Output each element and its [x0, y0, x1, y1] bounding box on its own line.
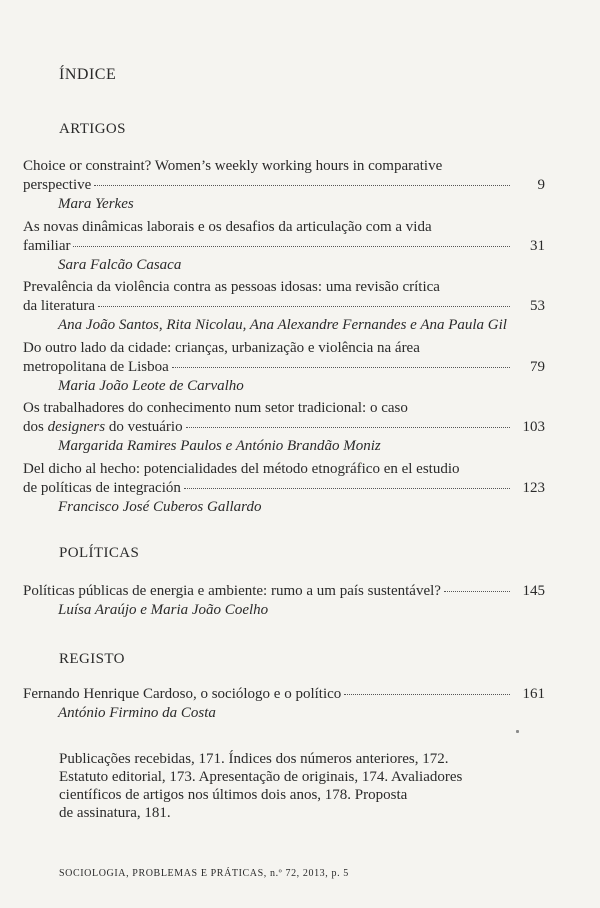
- entry-title-line: Del dicho al hecho: potencialidades del método etnográfico en el estudio: [23, 461, 460, 477]
- entry-title-leader-line: [23, 176, 545, 195]
- notes-paragraph: [59, 750, 489, 822]
- section-heading-politicas: POLÍTICAS: [59, 545, 140, 561]
- page-number: 31: [530, 238, 545, 254]
- entry-title-end: [23, 418, 183, 437]
- section-heading-artigos: ARTIGOS: [59, 121, 126, 137]
- dot-leader: [98, 305, 510, 307]
- index-heading: ÍNDICE: [59, 66, 117, 83]
- entry-title-leader-line: [23, 358, 545, 377]
- entry-author: Luísa Araújo e Maria João Coelho: [58, 602, 269, 618]
- entry-title-end: metropolitana de Lisboa: [23, 359, 169, 375]
- entry-title-pre: dos: [23, 419, 48, 435]
- toc-entry[interactable]: [23, 218, 545, 275]
- notes-line: de assinatura, 181.: [59, 805, 171, 821]
- dot-leader: [184, 487, 510, 489]
- notes-line: científicos de artigos nos últimos dois anos, 178. Proposta: [59, 787, 408, 803]
- entry-title-end: da literatura: [23, 298, 96, 314]
- page-number: 161: [522, 686, 545, 702]
- entry-title-emphasis: designers: [47, 419, 106, 435]
- entry-title-line: As novas dinâmicas laborais e os desafios da articulação com a vida: [23, 219, 432, 235]
- dot-leader: [94, 184, 510, 186]
- entry-title-leader-line: [23, 418, 545, 437]
- toc-entry[interactable]: [23, 399, 545, 456]
- page-number: 79: [530, 359, 545, 375]
- page-number: 103: [522, 419, 545, 435]
- toc-entry[interactable]: [23, 685, 545, 723]
- toc-entry[interactable]: [23, 278, 545, 335]
- page-number: 53: [530, 298, 545, 314]
- entry-author: Francisco José Cuberos Gallardo: [58, 499, 262, 515]
- page-number: 9: [537, 177, 545, 193]
- section-heading-registo: REGISTO: [59, 651, 125, 667]
- entry-title-leader-line: [23, 582, 545, 601]
- page-number: 123: [522, 480, 545, 496]
- entry-title-line: Choice or constraint? Women’s weekly working hours in comparative: [23, 158, 443, 174]
- entry-title-end: familiar: [23, 238, 71, 254]
- entry-title-leader-line: [23, 297, 545, 316]
- entry-author: Mara Yerkes: [58, 196, 134, 212]
- page-number: 145: [522, 583, 545, 599]
- entry-title-end: de políticas de integración: [23, 480, 181, 496]
- entry-title-leader-line: [23, 685, 545, 704]
- dot-leader: [73, 245, 510, 247]
- dot-leader: [186, 426, 510, 428]
- page-footer: SOCIOLOGIA, PROBLEMAS E PRÁTICAS, n.º 72, 2013, p. 5: [59, 868, 349, 879]
- notes-line: Estatuto editorial, 173. Apresentação de originais, 174. Avaliadores: [59, 769, 463, 785]
- scan-speck: [516, 730, 519, 733]
- entry-author: António Firmino da Costa: [58, 705, 216, 721]
- dot-leader: [444, 590, 510, 592]
- toc-entry[interactable]: [23, 460, 545, 517]
- entry-title-line: Prevalência da violência contra as pessoas idosas: uma revisão crítica: [23, 279, 440, 295]
- notes-line: Publicações recebidas, 171. Índices dos números anteriores, 172.: [59, 751, 449, 767]
- entry-title-post: do vestuário: [105, 419, 183, 435]
- toc-entry[interactable]: [23, 157, 545, 214]
- entry-title-leader-line: [23, 479, 545, 498]
- entry-title-end: perspective: [23, 177, 92, 193]
- entry-title-end: Fernando Henrique Cardoso, o sociólogo e o político: [23, 686, 342, 702]
- entry-author: Margarida Ramires Paulos e António Brandão Moniz: [58, 438, 381, 454]
- entry-title-line: Do outro lado da cidade: crianças, urbanização e violência na área: [23, 340, 420, 356]
- entry-title-end: Políticas públicas de energia e ambiente: rumo a um país sustentável?: [23, 583, 441, 599]
- entry-author: Sara Falcão Casaca: [58, 257, 182, 273]
- toc-entry[interactable]: [23, 582, 545, 620]
- entry-author: Maria João Leote de Carvalho: [58, 378, 244, 394]
- toc-entry[interactable]: [23, 339, 545, 396]
- entry-title-line: Os trabalhadores do conhecimento num setor tradicional: o caso: [23, 400, 408, 416]
- dot-leader: [172, 366, 510, 368]
- entry-author: Ana João Santos, Rita Nicolau, Ana Alexandre Fernandes e Ana Paula Gil: [58, 317, 507, 333]
- entry-title-leader-line: [23, 237, 545, 256]
- dot-leader: [344, 693, 510, 695]
